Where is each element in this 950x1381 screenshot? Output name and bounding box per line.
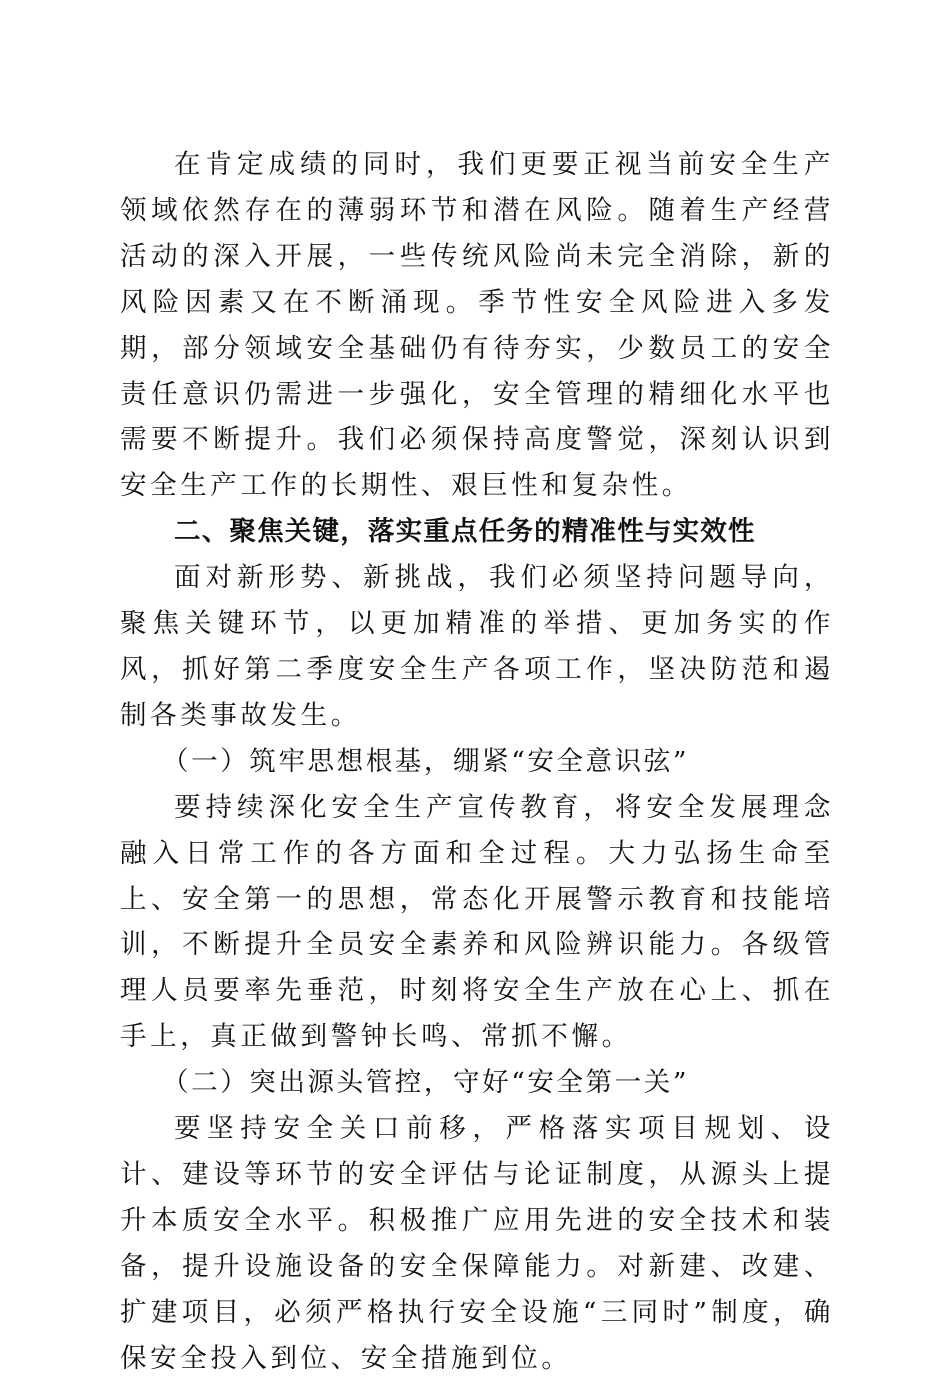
body-paragraph-intro: 面对新形势、新挑战，我们必须坚持问题导向，聚焦关键环节，以更加精准的举措、更加务实的作风，抓好第二季度安全生产各项工作，坚决防范和遏制各类事故发生。 — [120, 562, 834, 731]
body-paragraph-source-control: 要坚持安全关口前移，严格落实项目规划、设计、建设等环节的安全评估与论证制度，从源头上提升本质安全水平。积极推广应用先进的安全技术和装备，提升设施设备的安全保障能力。对新建、改建、扩建项目，必须严格执行安全设施“三同时”制度，确保安全投入到位、安全措施到位。 — [120, 1113, 834, 1374]
subheading-2: （二）突出源头管控，守好“安全第一关” — [162, 1067, 689, 1099]
body-paragraph-weak-links: 在肯定成绩的同时，我们更要正视当前安全生产领域依然存在的薄弱环节和潜在风险。随着生产经营活动的深入开展，一些传统风险尚未完全消除，新的风险因素又在不断涌现。季节性安全风险进入多发期，部分领域安全基础仍有待夯实，少数员工的安全责任意识仍需进一步强化，安全管理的精细化水平也需要不断提升。我们必须保持高度警觉，深刻认识到安全生产工作的长期性、艰巨性和复杂性。 — [120, 149, 834, 502]
document-body — [120, 142, 834, 1381]
body-paragraph-awareness: 要持续深化安全生产宣传教育，将安全发展理念融入日常工作的各方面和全过程。大力弘扬生命至上、安全第一的思想，常态化开展警示教育和技能培训，不断提升全员安全素养和风险辨识能力。各级管理人员要率先垂范，时刻将安全生产放在心上、抓在手上，真正做到警钟长鸣、常抓不懈。 — [120, 791, 834, 1053]
section-heading-2: 二、聚焦关键，落实重点任务的精准性与实效性 — [174, 516, 756, 548]
subheading-1: （一）筑牢思想根基，绷紧“安全意识弦” — [162, 745, 689, 777]
